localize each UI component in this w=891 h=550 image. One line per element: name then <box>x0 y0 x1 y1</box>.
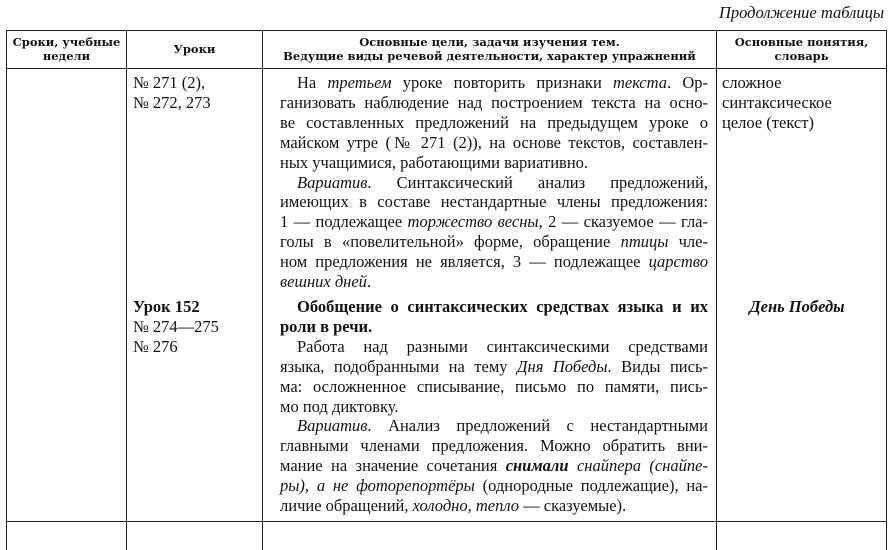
bold-italic-text: День Победы <box>749 297 845 316</box>
italic-text: снайпера (снайпе- <box>568 456 708 476</box>
italic-text: торжество весны <box>407 212 539 232</box>
paragraph <box>133 73 260 113</box>
text: голы в «повелительной» форме, обращение <box>280 232 621 252</box>
text: . Ор- <box>667 73 708 92</box>
paragraph <box>280 73 708 173</box>
paragraph <box>280 337 708 417</box>
text: . <box>366 272 372 292</box>
text: ганизовать наблюдение над построением текста на осно- <box>280 92 708 112</box>
text: ных учащимися, работающими вариативно. <box>280 152 589 172</box>
table-right-border <box>886 30 887 550</box>
header-lessons-line: Уроки <box>173 41 216 56</box>
header-goals-line: Ведущие виды речевой деятельности, характер упражнений <box>283 48 696 63</box>
text: личие обращений, <box>280 496 413 516</box>
row-separator <box>6 521 887 522</box>
italic-text: холодно, тепло <box>412 496 519 516</box>
text-line <box>722 113 882 133</box>
header-weeks <box>7 31 126 68</box>
text-line <box>280 436 708 456</box>
text: (однородные подлежащие), на- <box>474 476 708 496</box>
text-line <box>280 93 708 113</box>
text: Работа над разными синтаксическими средствами <box>297 336 708 356</box>
text: . Виды пись- <box>607 356 708 376</box>
concepts-cell <box>717 297 877 317</box>
text-line <box>133 337 260 357</box>
text: № 272, 273 <box>133 92 211 112</box>
text-line <box>280 476 708 496</box>
text-line <box>280 113 708 133</box>
text-line <box>280 337 708 357</box>
text: имеющих в составе нестандартные члены предложения: <box>280 192 708 212</box>
text-line <box>280 272 708 292</box>
concepts-cell <box>722 73 882 133</box>
text-line <box>280 232 708 252</box>
text-line <box>280 496 708 516</box>
text-line <box>722 93 882 113</box>
goals-cell <box>280 73 708 292</box>
text-line <box>280 212 708 232</box>
header-concepts-line: словарь <box>774 48 829 63</box>
column-divider <box>126 30 127 550</box>
text: № 276 <box>133 336 178 356</box>
bold-italic-text: снимали <box>505 456 569 476</box>
text: ном предложения не является, 3 — подлежащее <box>280 252 649 272</box>
text: языка, подобранными на тему <box>280 356 518 376</box>
paragraph <box>280 416 708 516</box>
italic-text: текста <box>612 73 667 92</box>
paragraph <box>717 297 877 317</box>
text-line <box>280 377 708 397</box>
italic-text: птицы <box>620 232 669 252</box>
text-line <box>280 133 708 153</box>
text: мание на значение сочетания <box>280 456 506 476</box>
text-line <box>280 416 708 436</box>
text: уроке повторить признаки <box>391 73 613 92</box>
text: № 274—275 <box>133 316 219 336</box>
paragraph <box>280 297 708 337</box>
text: . Анализ предложений с нестандартными <box>367 416 708 436</box>
italic-text: Вариатив <box>297 416 368 436</box>
text: На <box>297 73 328 92</box>
text: , 2 — сказуемое — гла- <box>538 212 708 232</box>
text: синтаксическое <box>722 92 832 112</box>
header-concepts <box>717 31 886 68</box>
header-lessons <box>127 31 262 68</box>
header-goals <box>263 31 716 68</box>
text-line <box>280 73 708 93</box>
italic-text: царство <box>648 252 708 272</box>
text-line <box>133 93 260 113</box>
italic-text: ры), а не фоторепортёры <box>280 476 475 496</box>
column-divider <box>262 30 263 550</box>
header-weeks-line: недели <box>42 48 91 63</box>
table-left-border <box>6 30 7 550</box>
paragraph <box>133 297 260 357</box>
header-goals-line: Основные цели, задачи изучения тем. <box>359 34 620 49</box>
text-line <box>133 297 260 317</box>
text: ве составленных предложений на предыдущем уроке о <box>280 112 708 132</box>
text: майском утре (№ 271 (2)), на основе текстов, составлен- <box>280 132 708 152</box>
bold-text: Обобщение о синтаксических средствах языка и их <box>297 297 708 316</box>
text-line <box>280 192 708 212</box>
bold-text: Урок 152 <box>133 297 200 316</box>
column-divider <box>716 30 717 550</box>
text-line <box>280 317 708 337</box>
text: 1 — подлежащее <box>280 212 408 232</box>
italic-text: Вариатив <box>297 172 368 192</box>
text-line <box>717 297 877 317</box>
italic-text: третьем <box>327 73 392 92</box>
text-line <box>133 73 260 93</box>
text: . Синтаксический анализ предложений, <box>367 172 708 192</box>
text-line <box>280 397 708 417</box>
text: главными членами предложения. Можно обратить вни- <box>280 436 708 456</box>
text: сложное <box>722 73 782 92</box>
lessons-cell <box>133 297 260 357</box>
text: — сказуемые). <box>519 496 627 516</box>
text-line <box>280 456 708 476</box>
italic-text: вешних дней <box>280 272 367 292</box>
paragraph <box>280 173 708 292</box>
text-line <box>280 252 708 272</box>
header-concepts-line: Основные понятия, <box>734 34 869 49</box>
text-line <box>280 297 708 317</box>
text: мо под диктовку. <box>280 396 399 416</box>
table-continuation-label: Продолжение таблицы <box>718 3 884 22</box>
header-weeks-line: Сроки, учебные <box>12 34 121 49</box>
text: № 271 (2), <box>133 73 206 92</box>
text: целое (текст) <box>722 112 814 132</box>
text-line <box>280 357 708 377</box>
lessons-cell <box>133 73 260 113</box>
text-line <box>280 173 708 193</box>
header-bottom-border <box>6 68 887 69</box>
paragraph <box>722 73 882 133</box>
italic-text: Дня Победы <box>517 356 608 376</box>
text: чле- <box>668 232 708 252</box>
text-line <box>280 153 708 173</box>
text-line <box>133 317 260 337</box>
bold-text: роли в речи. <box>280 316 373 336</box>
goals-cell <box>280 297 708 516</box>
text: ма: осложненное списывание, письмо по памяти, пись- <box>280 376 708 396</box>
text-line <box>722 73 882 93</box>
